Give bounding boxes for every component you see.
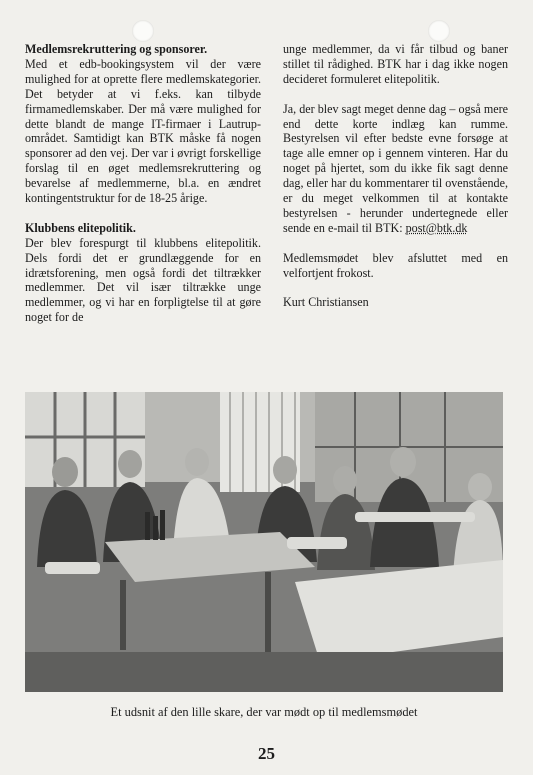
binder-hole-right: [428, 20, 450, 42]
left-column: [25, 42, 261, 325]
meeting-photo: [25, 392, 503, 692]
paragraph-continuation: unge medlemmer, da vi får tilbud og baner stillet til rådighed. BTK har i dag ikke nogen decideret formuleret elitepolitik.: [283, 42, 508, 86]
photo-caption: Et udsnit af den lille skare, der var mødt op til medlemsmødet: [110, 705, 418, 719]
paragraph-lunch: Medlemsmødet blev afsluttet med en velfortjent frokost.: [283, 250, 508, 280]
page-number: 25: [258, 744, 275, 763]
right-column: [283, 42, 508, 310]
paragraph-contact: [283, 102, 508, 236]
heading-membership-recruitment: Medlemsrekruttering og sponsorer.: [25, 42, 208, 56]
binder-hole-left: [132, 20, 154, 42]
contact-text: Ja, der blev sagt meget denne dag – også mere end dette korte indlæg kan rumme. Bestyrelsen vil efter bedste evne forsøge at tage alle emner op i gennem vinteren. Har du noget på hjertet, som du ikke fik sagt denne dag, eller har du kommentarer til ovenstående, er du meget velkommen til at kontakte bestyrelsen - herunder undertegnede eller sende en e-mail til BTK:: [283, 101, 508, 235]
signature: Kurt Christiansen: [283, 295, 369, 310]
heading-elite-policy: Klubbens elitepolitik.: [25, 220, 136, 235]
paragraph-membership-recruitment: Med et edb-bookingsystem vil der være mulighed for at oprette flere medlemskategorier. Det betyder at vi f.eks. kan tilbyde firmamedlemskaber. Der må være mulighed for dette blandt de mange IT-firmaer i Lautrup-området. Samtidigt kan BTK måske få nogen sponsorer ad den vej. Der var i øvrigt forskellige forslag til en øget medlemsrekruttering og bevarelse af medlemmerne, bl.a. en ændret kontingentstruktur for de 18-25 årige.: [25, 56, 261, 206]
email-link[interactable]: post@btk.dk: [405, 220, 468, 235]
paragraph-elite-policy: Der blev forespurgt til klubbens elitepolitik. Dels fordi det er grundlæggende for en idrætsforening, men også fordi det tiltrækker medlemmer. Det vil især tiltrække unge medlemmer, og vi har en forpligtelse til at gøre noget for de: [25, 235, 261, 325]
